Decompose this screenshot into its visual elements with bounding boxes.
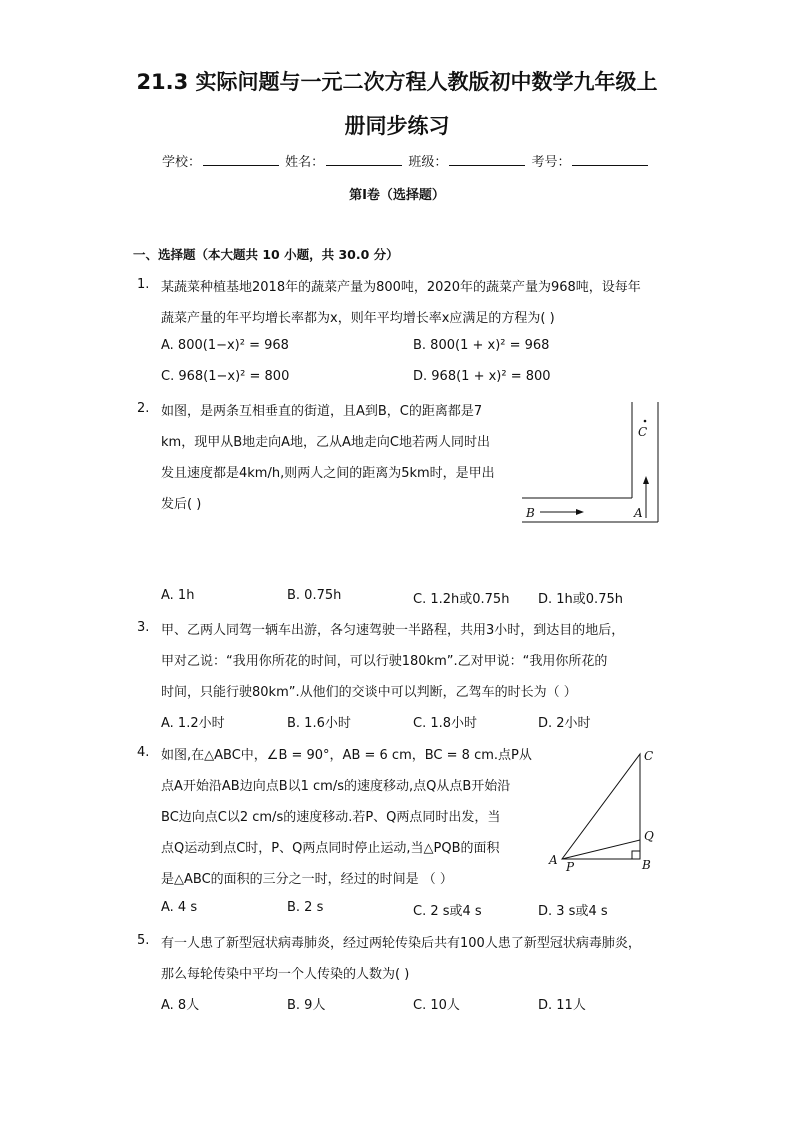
question-text-line: 是△ABC的面积的三分之一时，经过的时间是 （ ） <box>161 872 453 887</box>
option-b[interactable]: B. 1.6小时 <box>287 716 351 731</box>
number-label: 考号： <box>531 155 571 170</box>
option-d[interactable]: D. 1h或0.75h <box>538 592 623 607</box>
question-number: 1. <box>137 277 150 292</box>
number-blank[interactable] <box>572 153 648 166</box>
option-a[interactable]: A. 1.2小时 <box>161 716 225 731</box>
arrowhead-up <box>643 476 649 484</box>
label-p: P <box>566 860 575 874</box>
option-a[interactable]: A. 4 s <box>161 900 198 915</box>
question-text-line: 有一人患了新型冠状病毒肺炎，经过两轮传染后共有100人患了新型冠状病毒肺炎， <box>161 936 641 951</box>
option-b[interactable]: B. 800(1 + x)² = 968 <box>413 338 550 353</box>
question-number: 4. <box>137 745 150 760</box>
class-label: 班级： <box>408 155 448 170</box>
option-c[interactable]: C. 968(1−x)² = 800 <box>161 369 290 384</box>
question-text-line: km，现甲从B地走向A地，乙从A地走向C地若两人同时出 <box>161 435 490 450</box>
option-b[interactable]: B. 9人 <box>287 998 326 1013</box>
question-text-line: 如图,在△ABC中，∠B = 90°，AB = 6 cm，BC = 8 cm.点P从 <box>161 748 532 763</box>
question-text-line: 那么每轮传染中平均一个人传染的人数为( ) <box>161 967 410 982</box>
question-text-line: 点Q运动到点C时，P、Q两点同时停止运动,当△PQB的面积 <box>161 841 500 856</box>
option-a[interactable]: A. 1h <box>161 588 195 603</box>
label-a: A <box>634 506 643 520</box>
name-label: 姓名： <box>285 155 325 170</box>
question-number: 2. <box>137 401 150 416</box>
street-figure <box>518 398 664 528</box>
question-number: 5. <box>137 933 150 948</box>
option-c[interactable]: C. 1.8小时 <box>413 716 478 731</box>
right-angle-mark <box>632 851 640 859</box>
label-c: C <box>644 749 654 763</box>
option-d[interactable]: D. 11人 <box>538 998 586 1013</box>
option-c[interactable]: C. 1.2h或0.75h <box>413 592 510 607</box>
question-text-line: 某蔬菜种植基地2018年的蔬菜产量为800吨，2020年的蔬菜产量为968吨，设每年 <box>161 280 641 295</box>
option-d[interactable]: D. 968(1 + x)² = 800 <box>413 369 551 384</box>
option-c[interactable]: C. 10人 <box>413 998 460 1013</box>
class-blank[interactable] <box>449 153 525 166</box>
triangle-figure <box>540 742 664 874</box>
question-text-line: 时间，只能行驶80km”.从他们的交谈中可以判断，乙驾车的时长为（ ） <box>161 685 577 700</box>
option-a[interactable]: A. 8人 <box>161 998 200 1013</box>
school-blank[interactable] <box>203 153 279 166</box>
question-text-line: 发且速度都是4km/h,则两人之间的距离为5km时，是甲出 <box>161 466 495 481</box>
question-text-line: 蔬菜产量的年平均增长率都为x，则年平均增长率x应满足的方程为( ) <box>161 311 555 326</box>
volume-heading: 第Ⅰ卷（选择题） <box>349 188 445 203</box>
label-b: B <box>526 506 535 520</box>
label-c: C <box>638 425 648 439</box>
page-title-line2: 册同步练习 <box>344 114 450 138</box>
page-title-line1: 21.3 实际问题与一元二次方程人教版初中数学九年级上 <box>136 70 658 94</box>
question-text-line: 甲、乙两人同驾一辆车出游，各匀速驾驶一半路程，共用3小时，到达目的地后， <box>161 623 625 638</box>
question-text-line: 如图，是两条互相垂直的街道，且A到B，C的距离都是7 <box>161 404 483 419</box>
option-b[interactable]: B. 0.75h <box>287 588 342 603</box>
option-d[interactable]: D. 3 s或4 s <box>538 904 608 919</box>
label-a: A <box>549 853 558 867</box>
label-b: B <box>642 858 651 872</box>
point-c <box>644 420 647 423</box>
student-info-row <box>162 151 650 170</box>
school-label: 学校： <box>162 155 202 170</box>
option-a[interactable]: A. 800(1−x)² = 968 <box>161 338 289 353</box>
option-b[interactable]: B. 2 s <box>287 900 324 915</box>
question-text-line: BC边向点C以2 cm/s的速度移动.若P、Q两点同时出发，当 <box>161 810 501 825</box>
question-text-line: 点A开始沿AB边向点B以1 cm/s的速度移动,点Q从点B开始沿 <box>161 779 511 794</box>
question-number: 3. <box>137 620 150 635</box>
option-c[interactable]: C. 2 s或4 s <box>413 904 482 919</box>
section-heading: 一、选择题（本大题共 10 小题，共 30.0 分） <box>133 247 399 262</box>
arrowhead-right <box>576 509 584 515</box>
label-q: Q <box>644 829 654 843</box>
question-text-line: 发后( ) <box>161 497 202 512</box>
question-text-line: 甲对乙说：“我用你所花的时间，可以行驶180km”.乙对甲说：“我用你所花的 <box>161 654 608 669</box>
option-d[interactable]: D. 2小时 <box>538 716 591 731</box>
name-blank[interactable] <box>326 153 402 166</box>
